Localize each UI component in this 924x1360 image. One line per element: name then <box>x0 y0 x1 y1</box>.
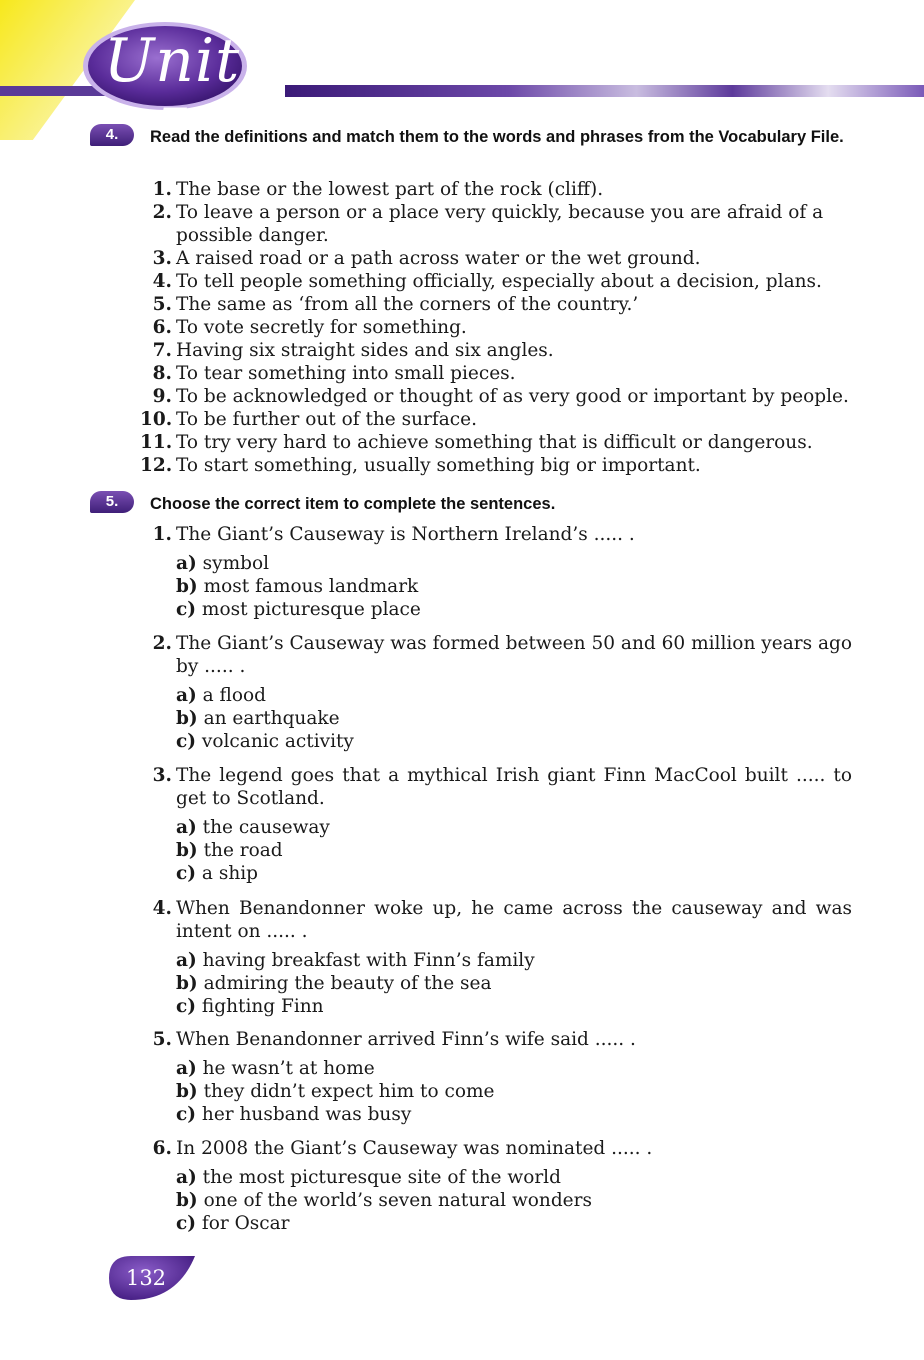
option-a: a) the causeway <box>176 817 330 838</box>
option-a: a) having breakfast with Finn’s family <box>176 950 535 971</box>
list-item: 6. To vote secretly for something. <box>152 317 467 338</box>
option-a: a) a flood <box>176 685 267 706</box>
list-item: 7. Having six straight sides and six angles. <box>152 340 554 361</box>
option-c: c) her husband was busy <box>176 1104 412 1125</box>
exercise-4-badge: 4. <box>90 124 134 146</box>
question-3: 3. The legend goes that a mythical Irish giant Finn MacCool built ..... to get to Scotland. a) the causeway b) the road c) a ship <box>152 765 852 884</box>
list-item: 9. To be acknowledged or thought of as very good or important by people. <box>152 386 849 407</box>
option-c: c) a ship <box>176 863 258 884</box>
option-a: a) the most picturesque site of the world <box>176 1167 561 1188</box>
exercise-5-badge: 5. <box>90 491 134 513</box>
list-item: 8. To tear something into small pieces. <box>152 363 516 384</box>
list-item: 4. To tell people something officially, especially about a decision, plans. <box>152 271 822 292</box>
option-b: b) one of the world’s seven natural wonders <box>176 1190 592 1211</box>
option-b: b) most famous landmark <box>176 576 419 597</box>
exercise-5-instruction: Choose the correct item to complete the sentences. <box>150 495 556 513</box>
option-a: a) he wasn’t at home <box>176 1058 375 1079</box>
option-b: b) the road <box>176 840 283 861</box>
option-c: c) for Oscar <box>176 1213 290 1234</box>
exercise-4-instruction: Read the definitions and match them to the words and phrases from the Vocabulary File. <box>150 128 844 146</box>
list-item: 11. To try very hard to achieve something that is difficult or dangerous. <box>140 432 813 453</box>
option-b: b) they didn’t expect him to come <box>176 1081 495 1102</box>
option-c: c) fighting Finn <box>176 996 324 1017</box>
question-5: 5. When Benandonner arrived Finn’s wife said ..... . a) he wasn’t at home b) they didn’t expect him to come c) her husband was busy <box>140 1028 852 1126</box>
unit-title: Unit 5 <box>103 26 241 166</box>
option-b: b) an earthquake <box>176 708 340 729</box>
definitions-list <box>140 178 852 477</box>
question-4: 4. When Benandonner woke up, he came across the causeway and was intent on ..... . a) having breakfast with Finn’s family b) admiring the beauty of the sea c) fighting Finn <box>152 898 852 1017</box>
question-6: 6. In 2008 the Giant’s Causeway was nominated ..... . a) the most picturesque site of the world b) one of the world’s seven natural wonders c) for Oscar <box>140 1137 852 1235</box>
list-item: 10. To be further out of the surface. <box>140 409 477 430</box>
page-number: 132 <box>107 1254 197 1302</box>
option-b: b) admiring the beauty of the sea <box>176 973 492 994</box>
question-1: 1. The Giant’s Causeway is Northern Ireland’s ..... . a) symbol b) most famous landmark c) most picturesque place <box>140 523 852 621</box>
question-2: 2. The Giant’s Causeway was formed between 50 and 60 million years ago by ..... . a) a flood b) an earthquake c) volcanic activity <box>152 633 852 752</box>
list-item: 1. The base or the lowest part of the rock (cliff). <box>152 179 604 200</box>
option-a: a) symbol <box>176 553 270 574</box>
list-item: 5. The same as ‘from all the corners of the country.’ <box>152 294 639 315</box>
option-c: c) volcanic activity <box>176 731 354 752</box>
list-item: 3. A raised road or a path across water or the wet ground. <box>152 248 701 269</box>
option-c: c) most picturesque place <box>176 599 421 620</box>
list-item: 2. To leave a person or a place very quickly, because you are afraid of a possible danger. <box>152 202 824 246</box>
list-item: 12. To start something, usually something big or important. <box>140 455 701 476</box>
